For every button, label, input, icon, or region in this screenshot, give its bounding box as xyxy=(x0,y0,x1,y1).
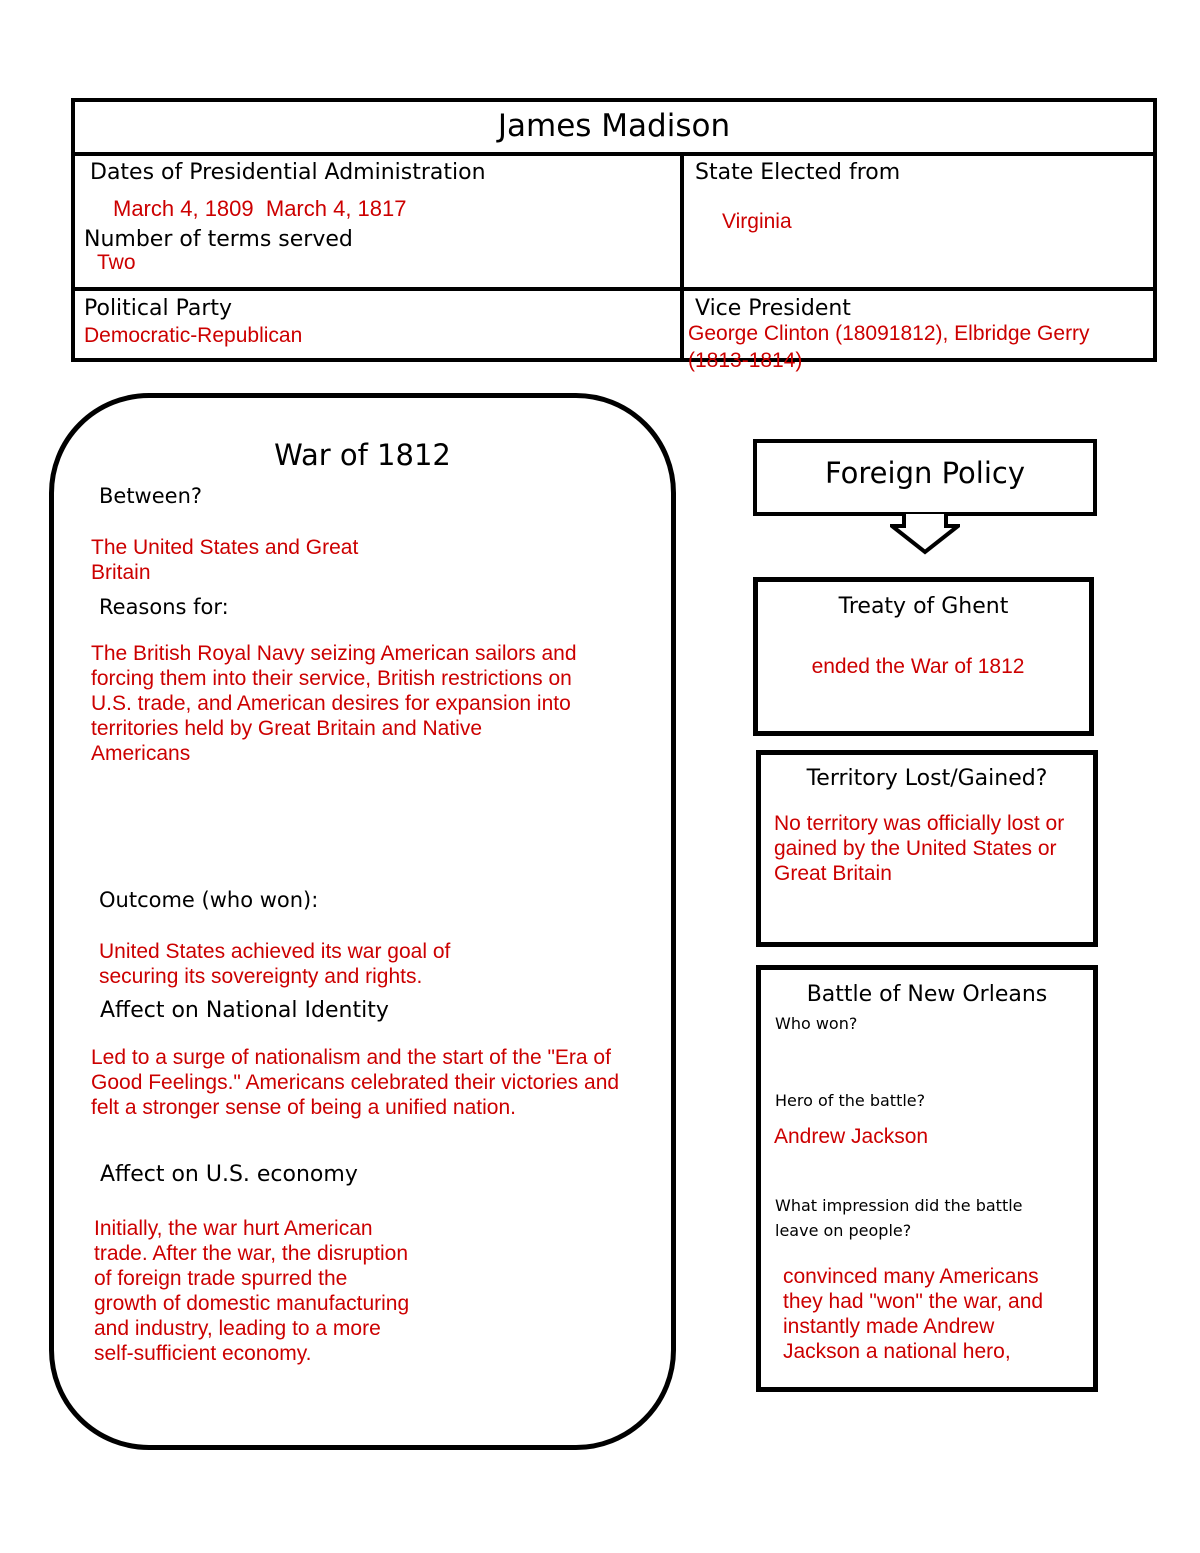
hero-label: Hero of the battle? xyxy=(775,1091,926,1110)
title-divider xyxy=(71,152,1157,156)
war-title: War of 1812 xyxy=(274,438,451,472)
row-divider xyxy=(71,287,1157,291)
impression-label: What impression did the battle leave on people? xyxy=(775,1196,1023,1240)
impression-value: convinced many Americans they had "won" the war, and instantly made Andrew Jackson a national hero, xyxy=(783,1265,1044,1363)
state-value: Virginia xyxy=(722,210,792,233)
dates-value: March 4, 1809 March 4, 1817 xyxy=(113,196,407,221)
vp-label: Vice President xyxy=(695,296,851,321)
state-label: State Elected from xyxy=(695,160,901,185)
who-won-label: Who won? xyxy=(775,1014,858,1033)
page-title: James Madison xyxy=(497,108,731,144)
economy-label: Affect on U.S. economy xyxy=(100,1162,358,1187)
new-orleans-title: Battle of New Orleans xyxy=(806,982,1048,1007)
dates-label: Dates of Presidential Administration xyxy=(90,160,486,185)
party-value: Democratic-Republican xyxy=(84,324,303,347)
down-arrow-icon xyxy=(890,512,960,556)
territory-title: Territory Lost/Gained? xyxy=(806,766,1048,791)
reasons-value: The British Royal Navy seizing American sailors and forcing them into their service, British restrictions on U.S. trade, and American desires for expansion into territories held by Great Britain and Native Americans xyxy=(91,642,577,765)
outcome-value: United States achieved its war goal of securing its sovereignty and rights. xyxy=(99,940,451,988)
treaty-title: Treaty of Ghent xyxy=(838,594,1009,619)
vp-value: George Clinton (18091812), Elbridge Gerry (1813-1814) xyxy=(688,322,1090,372)
foreign-policy-title: Foreign Policy xyxy=(825,456,1025,490)
terms-label: Number of terms served xyxy=(84,227,353,252)
treaty-value: ended the War of 1812 xyxy=(811,655,1025,678)
identity-value: Led to a surge of nationalism and the start of the "Era of Good Feelings." Americans celebrated their victories and felt a stronger sense of being a unified nation. xyxy=(91,1046,620,1119)
terms-value: Two xyxy=(97,251,136,274)
territory-value: No territory was officially lost or gained by the United States or Great Britain xyxy=(774,812,1065,885)
reasons-label: Reasons for: xyxy=(99,595,229,619)
outcome-label: Outcome (who won): xyxy=(99,888,319,912)
between-value: The United States and Great Britain xyxy=(91,536,359,584)
column-divider xyxy=(680,152,684,360)
between-label: Between? xyxy=(99,484,203,508)
economy-value: Initially, the war hurt American trade. After the war, the disruption of foreign trade spurred the growth of domestic manufacturing and industry, leading to a more self-sufficient economy. xyxy=(94,1217,410,1365)
party-label: Political Party xyxy=(84,296,233,321)
hero-value: Andrew Jackson xyxy=(774,1125,929,1148)
identity-label: Affect on National Identity xyxy=(100,998,389,1023)
